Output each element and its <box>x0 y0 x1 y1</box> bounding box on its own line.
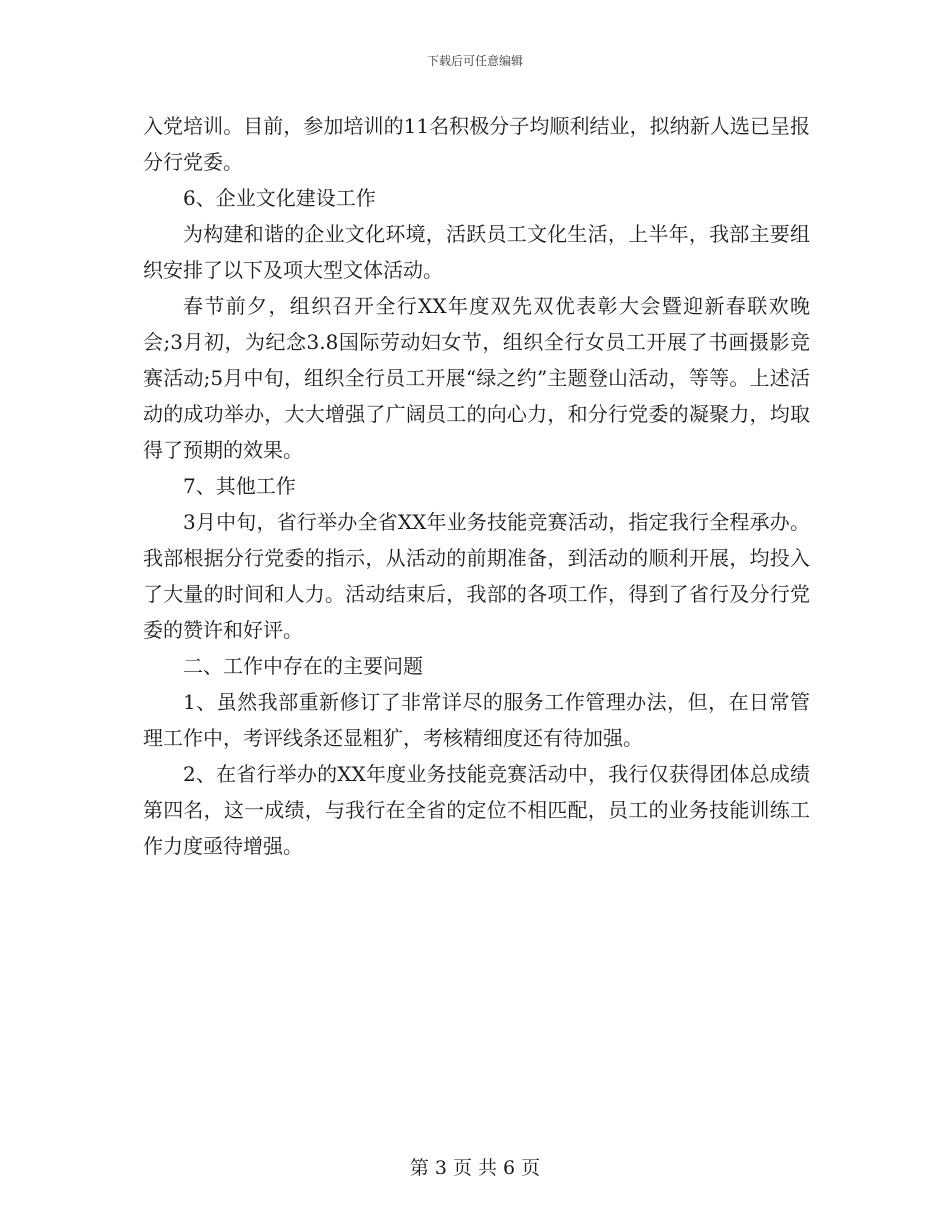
paragraph-culture-activities: 春节前夕，组织召开全行XX年度双先双优表彰大会暨迎新春联欢晚会;3月初，为纪念3.8国际劳动妇女节，组织全行女员工开展了书画摄影竞赛活动;5月中旬，组织全行员工开展“绿之约”主题登山活动，等等。上述活动的成功举办，大大增强了广阔员工的向心力，和分行党委的凝聚力，均取得了预期的效果。 <box>143 294 810 462</box>
paragraph-training-result: 入党培训。目前，参加培训的11名积极分子均顺利结业，拟纳新人选已呈报分行党委。 <box>143 114 810 174</box>
paragraph-problem-1: 1、虽然我部重新修订了非常详尽的服务工作管理办法，但，在日常管理工作中，考评线条还显粗犷，考核精细度还有待加强。 <box>143 690 810 750</box>
paragraph-culture-intro: 为构建和谐的企业文化环境，活跃员工文化生活，上半年，我部主要组织安排了以下及项大型文体活动。 <box>143 222 810 282</box>
document-body <box>143 108 810 864</box>
section-heading-problems: 二、工作中存在的主要问题 <box>183 654 423 678</box>
section-heading-culture: 6、企业文化建设工作 <box>183 186 376 210</box>
page-number: 第 3 页 共 6 页 <box>409 1157 541 1179</box>
paragraph-other-work: 3月中旬，省行举办全省XX年业务技能竞赛活动，指定我行全程承办。我部根据分行党委的指示，从活动的前期准备，到活动的顺利开展，均投入了大量的时间和人力。活动结束后，我部的各项工作，得到了省行及分行党委的赞许和好评。 <box>143 510 810 642</box>
paragraph-problem-2: 2、在省行举办的XX年度业务技能竞赛活动中，我行仅获得团体总成绩第四名，这一成绩，与我行在全省的定位不相匹配，员工的业务技能训练工作力度亟待增强。 <box>143 762 810 858</box>
section-heading-other: 7、其他工作 <box>183 474 296 498</box>
page-header: 下载后可任意编辑 <box>426 54 523 68</box>
